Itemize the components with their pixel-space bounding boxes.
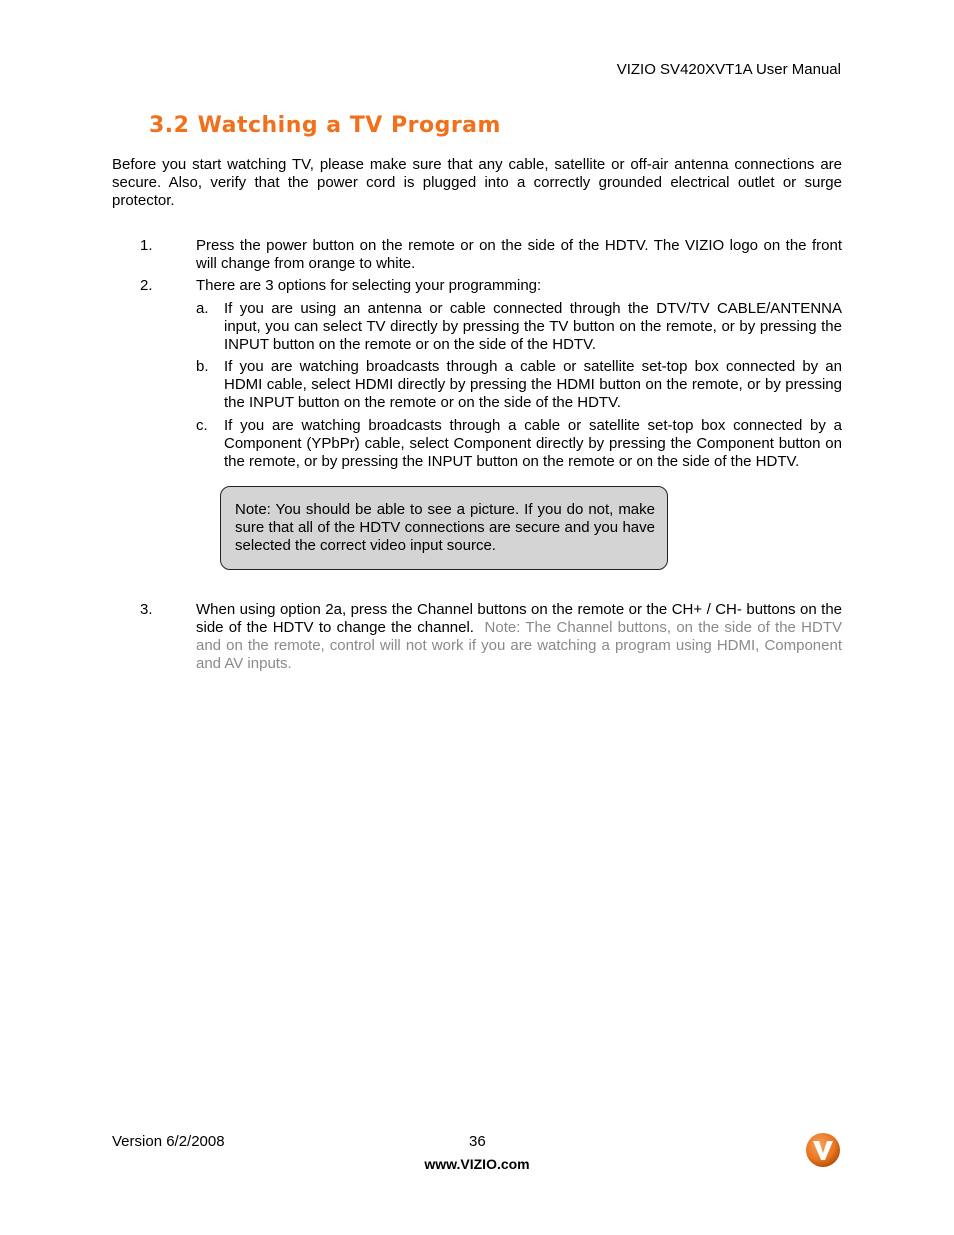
option-letter: c.: [196, 417, 208, 434]
option-letter: a.: [196, 300, 209, 317]
section-heading: 3.2 Watching a TV Program: [149, 113, 501, 138]
option-text: If you are using an antenna or cable connected through the DTV/TV CABLE/ANTENNA input, you can select TV directly by pressing the TV button on the remote, or by pressing the INPUT button on the remote or on the side of the HDTV.: [224, 300, 842, 353]
footer-version: Version 6/2/2008: [112, 1133, 225, 1150]
step-text: Press the power button on the remote or on the side of the HDTV. The VIZIO logo on the front will change from orange to white.: [196, 237, 842, 272]
step-number: 3.: [140, 601, 153, 618]
option-letter: b.: [196, 358, 209, 375]
note-box: [220, 486, 668, 570]
note-text: Note: You should be able to see a picture. If you do not, make sure that all of the HDTV connections are secure and you have selected the correct video input source.: [235, 501, 655, 554]
option-text: If you are watching broadcasts through a cable or satellite set-top box connected by an HDMI cable, select HDMI directly by pressing the HDMI button on the remote, or by pressing the INPUT button on the remote or on the side of the HDTV.: [224, 358, 842, 411]
footer-url: www.VIZIO.com: [424, 1156, 530, 1172]
option-text: If you are watching broadcasts through a cable or satellite set-top box connected by a Component (YPbPr) cable, select Component directly by pressing the Component button on the remote, or by pressing the INPUT button on the remote or on the side of the HDTV.: [224, 417, 842, 470]
vizio-v-logo-icon: [804, 1131, 842, 1169]
step-text: When using option 2a, press the Channel buttons on the remote or the CH+ / CH- buttons on the side of the HDTV to change the channel.: [196, 601, 842, 636]
step-number: 1.: [140, 237, 153, 254]
step-text: There are 3 options for selecting your programming:: [196, 277, 542, 294]
page-number: 36: [469, 1133, 486, 1150]
step-note: Note: The Channel buttons, on the side of the HDTV and on the remote, control will not work if you are watching a program using HDMI, Component and AV inputs.: [196, 619, 842, 672]
step-text-container: [196, 601, 842, 673]
header-title: VIZIO SV420XVT1A User Manual: [616, 61, 841, 78]
step-number: 2.: [140, 277, 153, 294]
intro-paragraph: Before you start watching TV, please make sure that any cable, satellite or off-air antenna connections are secure. Also, verify that the power cord is plugged into a correctly grounded electrical outlet or surge protector.: [112, 156, 842, 209]
